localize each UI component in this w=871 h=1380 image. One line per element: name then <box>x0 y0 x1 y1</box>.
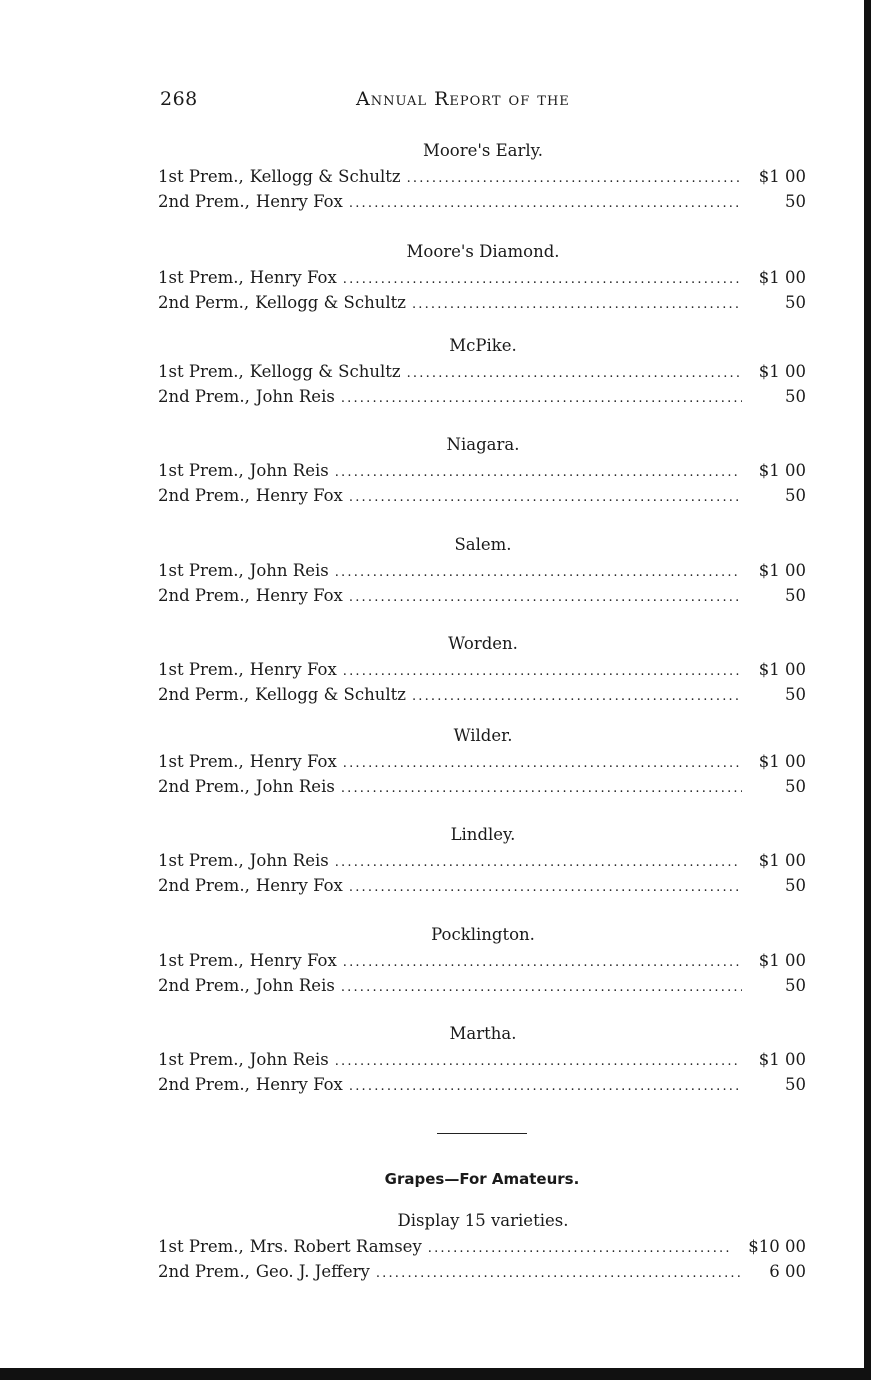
section-divider-rule <box>437 1133 527 1134</box>
dot-leader <box>407 166 741 191</box>
winner-name: Henry Fox <box>255 192 343 211</box>
prize-amount: 6 00 <box>769 1262 806 1281</box>
page-edge-shadow <box>864 0 871 1380</box>
variety-title: Salem. <box>454 535 512 554</box>
prize-amount: $1 00 <box>758 461 806 480</box>
award-section <box>158 532 806 608</box>
premium-place: 1st Prem., <box>158 851 244 870</box>
running-title: Annual Report of the <box>356 88 570 110</box>
premium-place: 2nd Prem., <box>158 486 250 505</box>
page-header <box>160 88 806 112</box>
variety-title: Wilder. <box>453 726 513 745</box>
dot-leader <box>412 292 742 317</box>
award-section <box>158 432 806 508</box>
award-row <box>158 290 806 315</box>
premium-place: 1st Prem., <box>158 268 244 287</box>
premium-place: 1st Prem., <box>158 561 244 580</box>
variety-title: Lindley. <box>450 825 516 844</box>
winner-name: Kellogg & Schultz <box>255 293 406 312</box>
award-section <box>158 723 806 799</box>
winner-name: Henry Fox <box>249 951 337 970</box>
winner-name: Geo. J. Jeffery <box>255 1262 370 1281</box>
award-row <box>158 973 806 998</box>
dot-leader <box>343 751 741 776</box>
dot-leader <box>407 361 741 386</box>
dot-leader <box>343 267 741 292</box>
prize-amount: $1 00 <box>758 752 806 771</box>
dot-leader <box>428 1236 731 1261</box>
premium-place: 2nd Prem., <box>158 192 250 211</box>
premium-place: 2nd Prem., <box>158 1262 250 1281</box>
award-row <box>158 583 806 608</box>
award-row <box>158 682 806 707</box>
winner-name: Henry Fox <box>255 1075 343 1094</box>
premium-place: 2nd Perm., <box>158 685 250 704</box>
award-row <box>158 873 806 898</box>
dot-leader <box>341 975 742 1000</box>
display-title: Display 15 varieties. <box>397 1211 569 1230</box>
winner-name: John Reis <box>255 387 335 406</box>
premium-place: 2nd Perm., <box>158 293 250 312</box>
award-row <box>158 948 806 973</box>
dot-leader <box>349 485 742 510</box>
award-row <box>158 483 806 508</box>
variety-title: Martha. <box>449 1024 517 1043</box>
prize-amount: 50 <box>785 486 806 505</box>
variety-title: Pocklington. <box>431 925 535 944</box>
award-row <box>158 265 806 290</box>
award-row <box>158 749 806 774</box>
prize-amount: 50 <box>785 685 806 704</box>
award-row <box>158 164 806 189</box>
award-section <box>158 239 806 315</box>
winner-name: John Reis <box>255 976 335 995</box>
prize-amount: 50 <box>785 293 806 312</box>
prize-amount: $1 00 <box>758 362 806 381</box>
award-row <box>158 458 806 483</box>
dot-leader <box>343 950 741 975</box>
premium-place: 1st Prem., <box>158 167 244 186</box>
prize-amount: $1 00 <box>758 268 806 287</box>
page-bottom-edge <box>0 1368 871 1380</box>
premium-place: 1st Prem., <box>158 461 244 480</box>
prize-amount: $1 00 <box>758 951 806 970</box>
winner-name: Henry Fox <box>249 268 337 287</box>
winner-name: Henry Fox <box>255 486 343 505</box>
variety-title: Moore's Diamond. <box>406 242 560 261</box>
variety-title: Niagara. <box>446 435 520 454</box>
award-row <box>158 1234 806 1259</box>
dot-leader <box>412 684 742 709</box>
award-row <box>158 1072 806 1097</box>
premium-place: 1st Prem., <box>158 1237 244 1256</box>
dot-leader <box>349 875 742 900</box>
premium-place: 2nd Prem., <box>158 387 250 406</box>
winner-name: Mrs. Robert Ramsey <box>249 1237 422 1256</box>
prize-amount: 50 <box>785 192 806 211</box>
dot-leader <box>335 1049 741 1074</box>
award-row <box>158 848 806 873</box>
prize-amount: 50 <box>785 1075 806 1094</box>
award-section <box>158 822 806 898</box>
dot-leader <box>335 460 741 485</box>
variety-title: McPike. <box>449 336 517 355</box>
prize-amount: 50 <box>785 976 806 995</box>
dot-leader <box>335 560 741 585</box>
award-section <box>158 138 806 214</box>
winner-name: Henry Fox <box>255 876 343 895</box>
award-row <box>158 558 806 583</box>
award-section <box>158 922 806 998</box>
prize-amount: $1 00 <box>758 851 806 870</box>
award-row <box>158 657 806 682</box>
prize-amount: 50 <box>785 586 806 605</box>
variety-title: Worden. <box>448 634 518 653</box>
premium-place: 1st Prem., <box>158 1050 244 1069</box>
dot-leader <box>335 850 741 875</box>
winner-name: Henry Fox <box>249 660 337 679</box>
premium-place: 2nd Prem., <box>158 1075 250 1094</box>
premium-place: 1st Prem., <box>158 951 244 970</box>
winner-name: Kellogg & Schultz <box>249 167 401 186</box>
premium-place: 2nd Prem., <box>158 976 250 995</box>
prize-amount: $1 00 <box>758 660 806 679</box>
amateur-heading: Grapes—For Amateurs. <box>384 1170 580 1188</box>
winner-name: Henry Fox <box>249 752 337 771</box>
dot-leader <box>349 585 742 610</box>
dot-leader <box>341 776 742 801</box>
award-row <box>158 774 806 799</box>
dot-leader <box>343 659 741 684</box>
award-row <box>158 359 806 384</box>
premium-place: 1st Prem., <box>158 752 244 771</box>
prize-amount: $1 00 <box>758 1050 806 1069</box>
dot-leader <box>341 386 742 411</box>
premium-place: 1st Prem., <box>158 660 244 679</box>
prize-amount: 50 <box>785 777 806 796</box>
amateur-section <box>158 1208 806 1284</box>
page-number: 268 <box>160 88 198 110</box>
prize-amount: $1 00 <box>758 167 806 186</box>
premium-place: 2nd Prem., <box>158 586 250 605</box>
variety-title: Moore's Early. <box>422 141 544 160</box>
prize-amount: 50 <box>785 876 806 895</box>
award-row <box>158 189 806 214</box>
award-section <box>158 631 806 707</box>
premium-place: 2nd Prem., <box>158 777 250 796</box>
award-row <box>158 1259 806 1284</box>
premium-place: 2nd Prem., <box>158 876 250 895</box>
award-row <box>158 1047 806 1072</box>
dot-leader <box>349 1074 742 1099</box>
prize-amount: $1 00 <box>758 561 806 580</box>
award-section <box>158 1021 806 1097</box>
winner-name: Kellogg & Schultz <box>249 362 401 381</box>
dot-leader <box>349 191 742 216</box>
prize-amount: 50 <box>785 387 806 406</box>
winner-name: John Reis <box>249 1050 329 1069</box>
winner-name: Kellogg & Schultz <box>255 685 406 704</box>
dot-leader <box>376 1261 742 1286</box>
winner-name: John Reis <box>255 777 335 796</box>
winner-name: John Reis <box>249 851 329 870</box>
winner-name: John Reis <box>249 461 329 480</box>
award-section <box>158 333 806 409</box>
premium-place: 1st Prem., <box>158 362 244 381</box>
prize-amount: $10 00 <box>748 1237 806 1256</box>
award-row <box>158 384 806 409</box>
winner-name: John Reis <box>249 561 329 580</box>
winner-name: Henry Fox <box>255 586 343 605</box>
